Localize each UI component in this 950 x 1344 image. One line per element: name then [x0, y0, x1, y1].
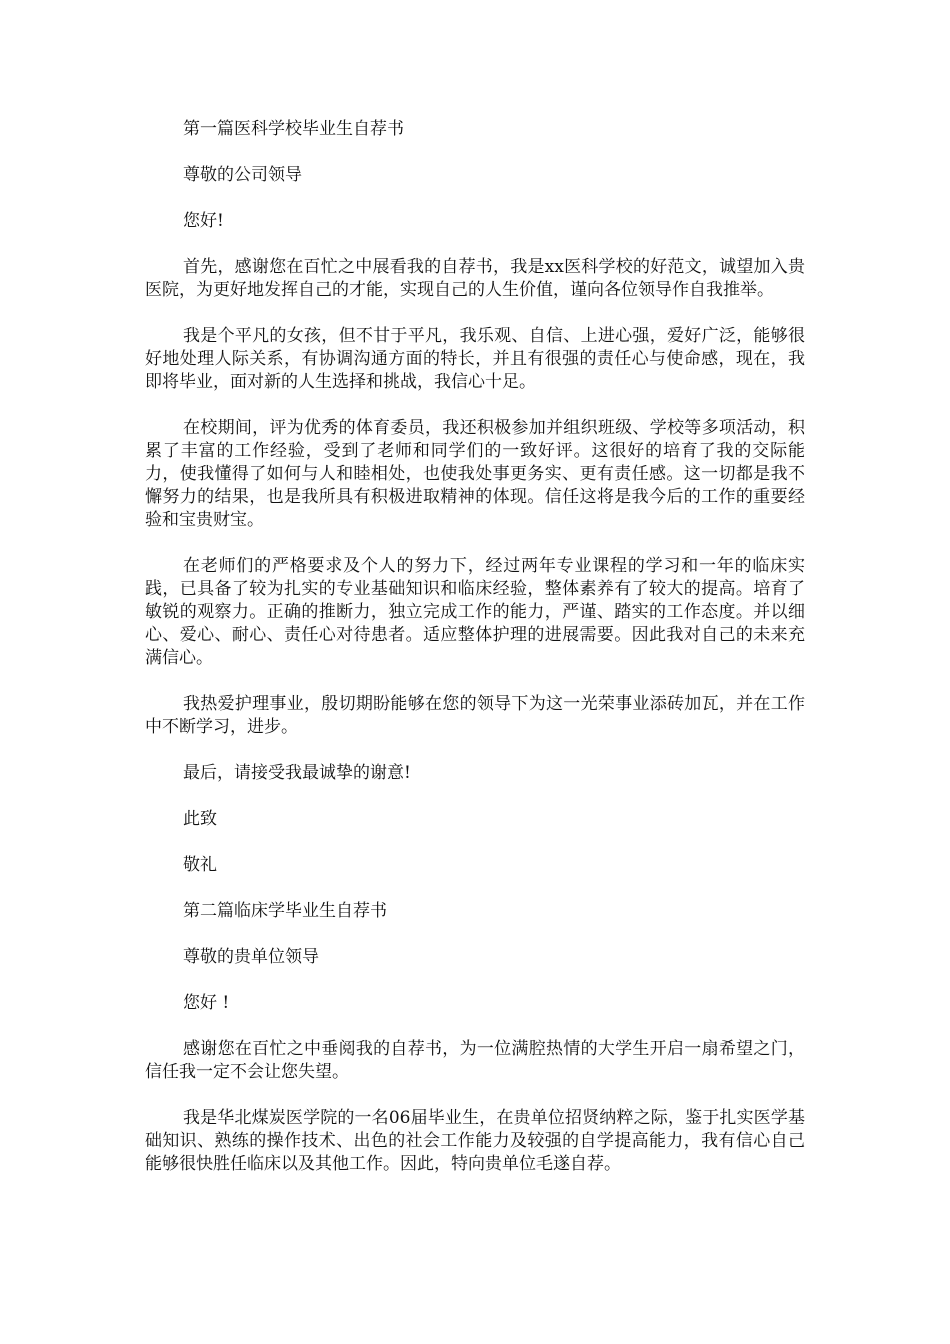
section1-closing-1: 此致 — [183, 809, 217, 829]
section2-title: 第二篇临床学毕业生自荐书 — [183, 901, 387, 921]
section1-greeting: 您好! — [183, 211, 224, 231]
section2-paragraph-2: 我是华北煤炭医学院的一名06届毕业生，在贵单位招贤纳粹之际，鉴于扎实医学基础知识、熟练的操作技术、出色的社会工作能力及较强的自学提高能力，我有信心自己能够很快胜任临床以及其他工作。因此，特向贵单位毛遂自荐。 — [145, 1108, 805, 1174]
section1-closing-2: 敬礼 — [183, 855, 217, 875]
section1-paragraph-5: 我热爱护理事业，殷切期盼能够在您的领导下为这一光荣事业添砖加瓦，并在工作中不断学习，进步。 — [145, 694, 805, 737]
document-page — [145, 118, 805, 1199]
section2-salutation: 尊敬的贵单位领导 — [183, 947, 319, 967]
section2-paragraph-1: 感谢您在百忙之中垂阅我的自荐书，为一位满腔热情的大学生开启一扇希望之门，信任我一定不会让您失望。 — [145, 1039, 805, 1082]
section1-salutation: 尊敬的公司领导 — [183, 165, 302, 185]
section1-title: 第一篇医科学校毕业生自荐书 — [183, 119, 404, 139]
section1-paragraph-2: 我是个平凡的女孩，但不甘于平凡，我乐观、自信、上进心强，爱好广泛，能够很好地处理人际关系，有协调沟通方面的特长，并且有很强的责任心与使命感，现在，我即将毕业，面对新的人生选择和挑战，我信心十足。 — [145, 326, 805, 392]
section2-greeting: 您好 ! — [183, 993, 230, 1013]
section1-paragraph-6: 最后，请接受我最诚挚的谢意! — [183, 763, 411, 783]
section1-paragraph-1: 首先，感谢您在百忙之中展看我的自荐书，我是xx医科学校的好范文，诚望加入贵医院，为更好地发挥自己的才能，实现自己的人生价值，谨向各位领导作自我推举。 — [145, 257, 805, 300]
section1-paragraph-4: 在老师们的严格要求及个人的努力下，经过两年专业课程的学习和一年的临床实践，已具备了较为扎实的专业基础知识和临床经验，整体素养有了较大的提高。培育了敏锐的观察力。正确的推断力，独立完成工作的能力，严谨、踏实的工作态度。并以细心、爱心、耐心、责任心对待患者。适应整体护理的进展需要。因此我对自己的未来充满信心。 — [145, 556, 805, 668]
section1-paragraph-3: 在校期间，评为优秀的体育委员，我还积极参加并组织班级、学校等多项活动，积累了丰富的工作经验，受到了老师和同学们的一致好评。这很好的培育了我的交际能力，使我懂得了如何与人和睦相处，也使我处事更务实、更有责任感。这一切都是我不懈努力的结果，也是我所具有积极进取精神的体现。信任这将是我今后的工作的重要经验和宝贵财宝。 — [145, 418, 805, 530]
